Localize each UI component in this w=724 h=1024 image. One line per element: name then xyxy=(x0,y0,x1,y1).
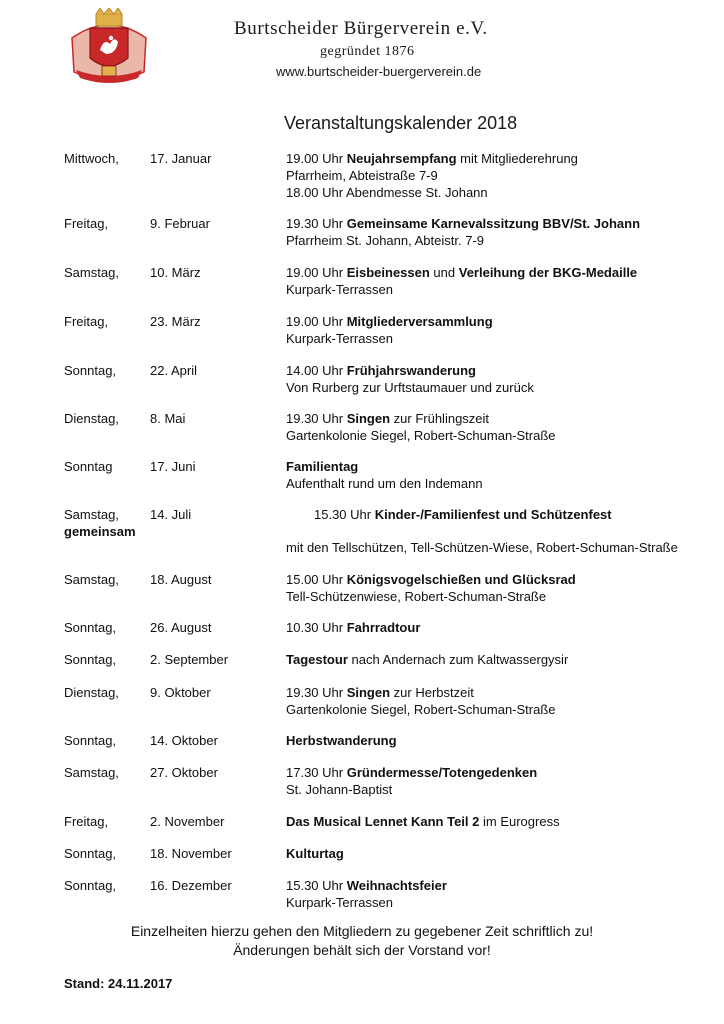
event-description xyxy=(286,410,716,444)
event-text: Pfarrheim St. Johann, Abteistr. 7-9 xyxy=(286,233,484,248)
event-highlight: Kinder-/Familienfest und Schützenfest xyxy=(374,507,612,522)
event-date: 10. März xyxy=(150,265,201,280)
event-date: 9. Februar xyxy=(150,216,210,231)
event-description-line xyxy=(286,651,716,668)
event-weekday: Freitag, xyxy=(64,216,109,231)
footer-note-line-2: Änderungen behält sich der Vorstand vor! xyxy=(233,942,491,958)
event-highlight: Familientag xyxy=(286,459,359,474)
event-text: 19.30 Uhr xyxy=(286,685,347,700)
event-highlight: Mitgliederversammlung xyxy=(346,314,493,329)
event-text: 18.00 Uhr Abendmesse St. Johann xyxy=(286,185,488,200)
event-description-line xyxy=(286,232,716,249)
event-weekday: Sonntag, xyxy=(64,363,117,378)
event-highlight: Gründermesse/Totengedenken xyxy=(346,765,538,780)
event-highlight: Frühjahrswanderung xyxy=(346,363,476,378)
event-description-line xyxy=(286,167,716,184)
event-description xyxy=(286,458,716,492)
footer-note-line-1: Einzelheiten hierzu gehen den Mitgliedern zu gegebener Zeit schriftlich zu! xyxy=(130,923,594,939)
event-highlight: Fahrradtour xyxy=(346,620,421,635)
event-description-line xyxy=(286,894,716,911)
event-weekday: Sonntag, xyxy=(64,652,117,667)
event-description-line xyxy=(286,427,716,444)
event-text: 19.00 Uhr xyxy=(286,265,347,280)
event-weekday: Sonntag, xyxy=(64,733,117,748)
event-date: 18. November xyxy=(150,846,232,861)
event-description-line xyxy=(286,379,716,396)
event-description xyxy=(286,813,716,830)
event-description-line xyxy=(286,264,716,281)
event-highlight: Singen xyxy=(346,685,391,700)
event-highlight: Verleihung der BKG-Medaille xyxy=(458,265,638,280)
event-date: 9. Oktober xyxy=(150,685,211,700)
event-text: Aufenthalt rund um den Indemann xyxy=(286,476,483,491)
event-text: 19.30 Uhr xyxy=(286,216,347,231)
event-date: 23. März xyxy=(150,314,201,329)
event-text: St. Johann-Baptist xyxy=(286,782,393,797)
event-description-line xyxy=(314,506,612,523)
event-description xyxy=(286,732,716,749)
event-description-line xyxy=(286,313,716,330)
event-text: 19.00 Uhr xyxy=(286,314,347,329)
founded-year: gegründet 1876 xyxy=(320,44,415,59)
event-description-line xyxy=(286,539,678,556)
event-description xyxy=(286,684,716,718)
event-description-line xyxy=(286,571,716,588)
event-text: Kurpark-Terrassen xyxy=(286,282,393,297)
event-description-line xyxy=(286,150,716,167)
event-joint-label: gemeinsam xyxy=(64,524,136,539)
event-text: mit den Tellschützen, Tell-Schützen-Wiese, Robert-Schuman-Straße xyxy=(286,540,678,555)
event-text: Gartenkolonie Siegel, Robert-Schuman-Straße xyxy=(286,702,556,717)
event-text: Tell-Schützenwiese, Robert-Schuman-Straße xyxy=(286,589,547,604)
event-text: im Eurogress xyxy=(479,814,560,829)
event-date: 2. November xyxy=(150,814,225,829)
event-text: 10.30 Uhr xyxy=(286,620,347,635)
page-title: Veranstaltungskalender 2018 xyxy=(284,113,518,133)
event-description-line xyxy=(286,362,716,379)
event-weekday: Sonntag, xyxy=(64,620,117,635)
event-text: Kurpark-Terrassen xyxy=(286,331,393,346)
event-text: Kurpark-Terrassen xyxy=(286,895,393,910)
event-highlight: Weihnachtsfeier xyxy=(346,878,447,893)
event-text: 19.00 Uhr xyxy=(286,151,347,166)
event-date: 2. September xyxy=(150,652,229,667)
event-weekday: Freitag, xyxy=(64,814,109,829)
event-description-line xyxy=(286,410,716,427)
event-description xyxy=(286,764,716,798)
event-description-line xyxy=(286,215,716,232)
event-description-line xyxy=(286,458,716,475)
event-text: 15.30 Uhr xyxy=(286,878,347,893)
event-description xyxy=(286,877,716,911)
event-text: nach Andernach zum Kaltwassergysir xyxy=(347,652,569,667)
event-highlight: Tagestour xyxy=(286,652,348,667)
event-highlight: Das Musical Lennet Kann Teil 2 xyxy=(286,814,480,829)
event-highlight: Kulturtag xyxy=(286,846,344,861)
club-crest-logo xyxy=(66,8,152,92)
event-description-line xyxy=(286,877,716,894)
event-date: 14. Juli xyxy=(150,507,192,522)
event-date: 16. Dezember xyxy=(150,878,232,893)
event-date: 27. Oktober xyxy=(150,765,218,780)
event-description-line xyxy=(286,764,716,781)
event-weekday: Sonntag, xyxy=(64,878,117,893)
event-description xyxy=(286,362,716,396)
event-description xyxy=(286,651,716,668)
footer-note xyxy=(0,922,724,960)
event-date: 14. Oktober xyxy=(150,733,218,748)
event-date: 17. Januar xyxy=(150,151,212,166)
event-description xyxy=(286,264,716,298)
event-description-line xyxy=(286,684,716,701)
event-description xyxy=(286,845,716,862)
event-description-line xyxy=(286,330,716,347)
event-text: Von Rurberg zur Urftstaumauer und zurück xyxy=(286,380,534,395)
event-weekday: Dienstag, xyxy=(64,685,119,700)
event-description xyxy=(286,215,716,249)
event-description-line xyxy=(286,701,716,718)
event-description xyxy=(286,313,716,347)
event-text: zur Frühlingszeit xyxy=(390,411,490,426)
event-text: Gartenkolonie Siegel, Robert-Schuman-Straße xyxy=(286,428,556,443)
event-text: 14.00 Uhr xyxy=(286,363,347,378)
event-highlight: Eisbeinessen xyxy=(346,265,430,280)
event-text: zur Herbstzeit xyxy=(390,685,474,700)
event-text: mit Mitgliederehrung xyxy=(456,151,578,166)
event-text: und xyxy=(429,265,459,280)
event-description-line xyxy=(286,281,716,298)
event-text: Pfarrheim, Abteistraße 7-9 xyxy=(286,168,438,183)
event-weekday: Sonntag xyxy=(64,459,113,474)
event-description xyxy=(286,571,716,605)
event-weekday: Dienstag, xyxy=(64,411,119,426)
event-description-line xyxy=(286,184,716,201)
event-description-line xyxy=(286,845,716,862)
event-text: 17.30 Uhr xyxy=(286,765,347,780)
stand-date: Stand: 24.11.2017 xyxy=(64,976,173,991)
website-url: www.burtscheider-buergerverein.de xyxy=(276,64,482,79)
event-weekday: Samstag, xyxy=(64,507,119,522)
event-highlight: Singen xyxy=(346,411,391,426)
event-description-line xyxy=(286,732,716,749)
event-description-line xyxy=(286,475,716,492)
event-description-line xyxy=(286,619,716,636)
event-highlight: Herbstwanderung xyxy=(286,733,397,748)
event-text: 19.30 Uhr xyxy=(286,411,347,426)
event-date: 17. Juni xyxy=(150,459,196,474)
event-date: 22. April xyxy=(150,363,197,378)
event-weekday: Freitag, xyxy=(64,314,109,329)
event-weekday: Samstag, xyxy=(64,765,119,780)
event-description-line xyxy=(286,588,716,605)
event-highlight: Gemeinsame Karnevalssitzung BBV/St. Johann xyxy=(346,216,641,231)
event-description xyxy=(286,150,716,201)
event-text: 15.30 Uhr xyxy=(314,507,375,522)
event-weekday: Samstag, xyxy=(64,265,119,280)
event-highlight: Neujahrsempfang xyxy=(346,151,457,166)
event-weekday: Mittwoch, xyxy=(64,151,119,166)
event-date: 18. August xyxy=(150,572,212,587)
event-description-line xyxy=(286,813,716,830)
event-description xyxy=(286,619,716,636)
event-date: 26. August xyxy=(150,620,212,635)
event-description-line xyxy=(286,781,716,798)
org-name: Burtscheider Bürgerverein e.V. xyxy=(234,18,488,39)
event-weekday: Samstag, xyxy=(64,572,119,587)
event-weekday: Sonntag, xyxy=(64,846,117,861)
event-highlight: Königsvogelschießen und Glücksrad xyxy=(346,572,576,587)
event-text: 15.00 Uhr xyxy=(286,572,347,587)
event-date: 8. Mai xyxy=(150,411,186,426)
